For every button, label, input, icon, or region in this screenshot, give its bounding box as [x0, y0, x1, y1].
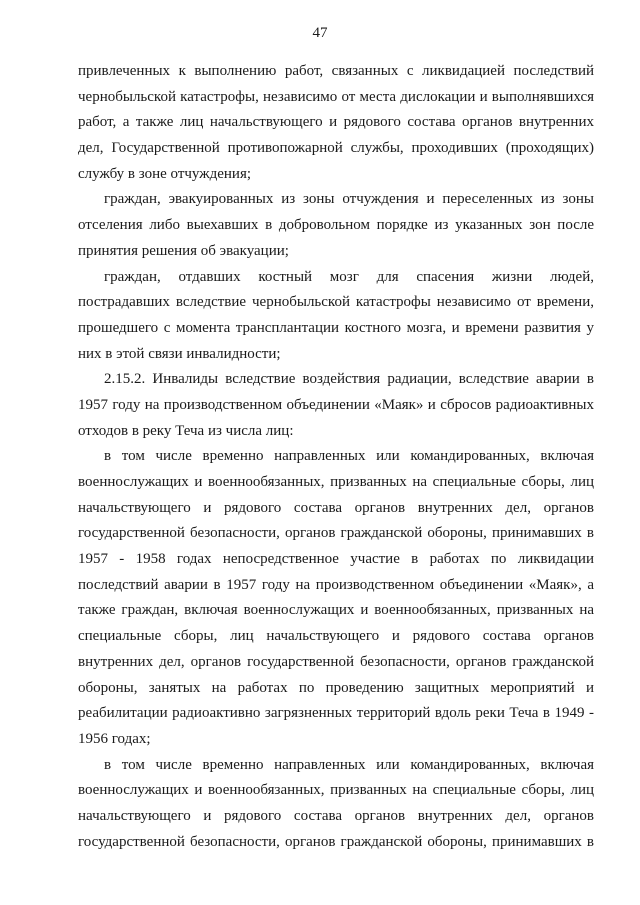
text-line: 1957 - 1958 годах непосредственное участие в работах по ликвидации [78, 551, 594, 568]
text-line: дел, Государственной противопожарной службы, проходивших (проходящих) [78, 140, 594, 157]
text-line: 1956 годах; [78, 730, 151, 747]
text-line: 2.15.2. Инвалиды вследствие воздействия радиации, вследствие аварии в [104, 371, 594, 388]
paragraph [78, 367, 594, 444]
text-line: государственной безопасности, органов гражданской обороны, принимавших в [78, 525, 594, 542]
text-line: них в этой связи инвалидности; [78, 345, 281, 362]
text-line: начальствующего и рядового состава органов внутренних дел, органов [78, 499, 594, 516]
text-line: чернобыльской катастрофы, независимо от места дислокации и выполнявшихся [78, 88, 594, 105]
text-line: в том числе временно направленных или командированных, включая [104, 756, 594, 773]
paragraph [78, 59, 594, 187]
text-line: государственной безопасности, органов гражданской обороны, принимавших в [78, 833, 594, 850]
paragraph [78, 444, 594, 752]
text-line: отселения либо выехавших в добровольном порядке из указанных зон после [78, 217, 594, 234]
text-line: граждан, отдавших костный мозг для спасения жизни людей, [104, 268, 594, 285]
page-number: 47 [312, 25, 328, 41]
text-line: последствий аварии в 1957 году на производственном объединении «Маяк», а [78, 576, 594, 593]
text-line: работ, а также лиц начальствующего и рядового состава органов внутренних [78, 114, 594, 131]
text-line: военнослужащих и военнообязанных, призванных на специальные сборы, лиц [78, 782, 594, 799]
text-line: службу в зоне отчуждения; [78, 165, 252, 182]
text-line: также граждан, включая военнослужащих и военнообязанных, призванных на [78, 602, 594, 619]
text-line: в том числе временно направленных или командированных, включая [104, 448, 594, 465]
text-line: специальные сборы, лиц начальствующего и рядового состава органов [78, 628, 594, 645]
text-line: отходов в реку Теча из числа лиц: [78, 422, 294, 439]
paragraph [78, 265, 594, 368]
text-line: реабилитации радиоактивно загрязненных территорий вдоль реки Теча в 1949 - [78, 705, 594, 722]
text-line: военнослужащих и военнообязанных, призванных на специальные сборы, лиц [78, 474, 594, 490]
document-body [78, 59, 594, 855]
text-line: обороны, занятых на работах по проведению защитных мероприятий и [78, 679, 594, 696]
text-line: 1957 году на производственном объединении «Маяк» и сбросов радиоактивных [78, 396, 594, 413]
paragraph [78, 753, 594, 856]
text-line: внутренних дел, органов государственной безопасности, органов гражданской [78, 653, 594, 670]
text-line: пострадавших вследствие чернобыльской катастрофы независимо от времени, [78, 294, 594, 311]
text-line: граждан, эвакуированных из зоны отчуждения и переселенных из зоны [104, 191, 594, 208]
text-line: начальствующего и рядового состава органов внутренних дел, органов [78, 807, 594, 824]
text-line: прошедшего с момента трансплантации костного мозга, и времени развития у [78, 319, 594, 336]
text-line: привлеченных к выполнению работ, связанных с ликвидацией последствий [78, 63, 594, 79]
text-line: принятия решения об эвакуации; [78, 242, 289, 259]
paragraph [78, 187, 594, 264]
